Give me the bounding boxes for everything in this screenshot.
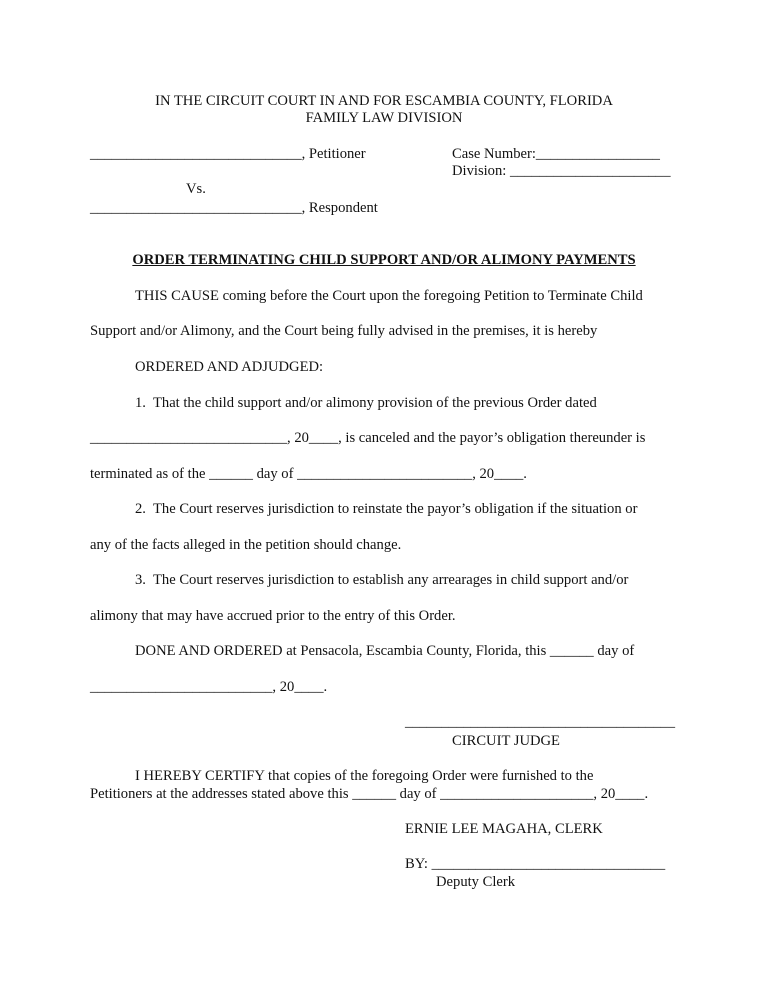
item-1-line-3: terminated as of the ______ day of ________________________, 20____. [90, 466, 527, 482]
judge-signature-line: _____________________________________ [405, 714, 675, 730]
cause-paragraph-line-1: THIS CAUSE coming before the Court upon the foregoing Petition to Terminate Child [135, 288, 643, 304]
ordered-adjudged: ORDERED AND ADJUDGED: [135, 359, 324, 375]
deputy-clerk-label: Deputy Clerk [436, 874, 516, 890]
certificate-line-2: Petitioners at the addresses stated above this ______ day of _____________________, 20____. [90, 786, 649, 802]
division-field: Division: ______________________ [452, 163, 671, 179]
case-number-field: Case Number:_________________ [452, 146, 660, 162]
item-1-line-1: 1. That the child support and/or alimony provision of the previous Order dated [135, 395, 597, 411]
item-1-line-2: ___________________________, 20____, is canceled and the payor’s obligation thereunder is [90, 430, 646, 446]
done-ordered-line-2: _________________________, 20____. [90, 679, 328, 695]
cause-paragraph-line-2: Support and/or Alimony, and the Court being fully advised in the premises, it is hereby [90, 323, 598, 339]
done-ordered-line-1: DONE AND ORDERED at Pensacola, Escambia County, Florida, this ______ day of [135, 643, 635, 659]
division-header: FAMILY LAW DIVISION [305, 110, 463, 126]
circuit-judge-label: CIRCUIT JUDGE [452, 733, 560, 749]
item-3-line-2: alimony that may have accrued prior to the entry of this Order. [90, 608, 456, 624]
document-title: ORDER TERMINATING CHILD SUPPORT AND/OR ALIMONY PAYMENTS [132, 252, 636, 268]
clerk-name: ERNIE LEE MAGAHA, CLERK [405, 821, 603, 837]
item-2-line-2: any of the facts alleged in the petition should change. [90, 537, 402, 553]
petitioner-line: _____________________________, Petitioner [90, 146, 366, 162]
respondent-line: _____________________________, Respondent [90, 200, 378, 216]
item-2-line-1: 2. The Court reserves jurisdiction to reinstate the payor’s obligation if the situation or [135, 501, 638, 517]
certificate-line-1: I HEREBY CERTIFY that copies of the foregoing Order were furnished to the [135, 768, 594, 784]
clerk-signature-line: BY: ________________________________ [405, 856, 666, 872]
court-header: IN THE CIRCUIT COURT IN AND FOR ESCAMBIA COUNTY, FLORIDA [155, 93, 613, 109]
item-3-line-1: 3. The Court reserves jurisdiction to establish any arrearages in child support and/or [135, 572, 629, 588]
versus-label: Vs. [186, 181, 206, 197]
